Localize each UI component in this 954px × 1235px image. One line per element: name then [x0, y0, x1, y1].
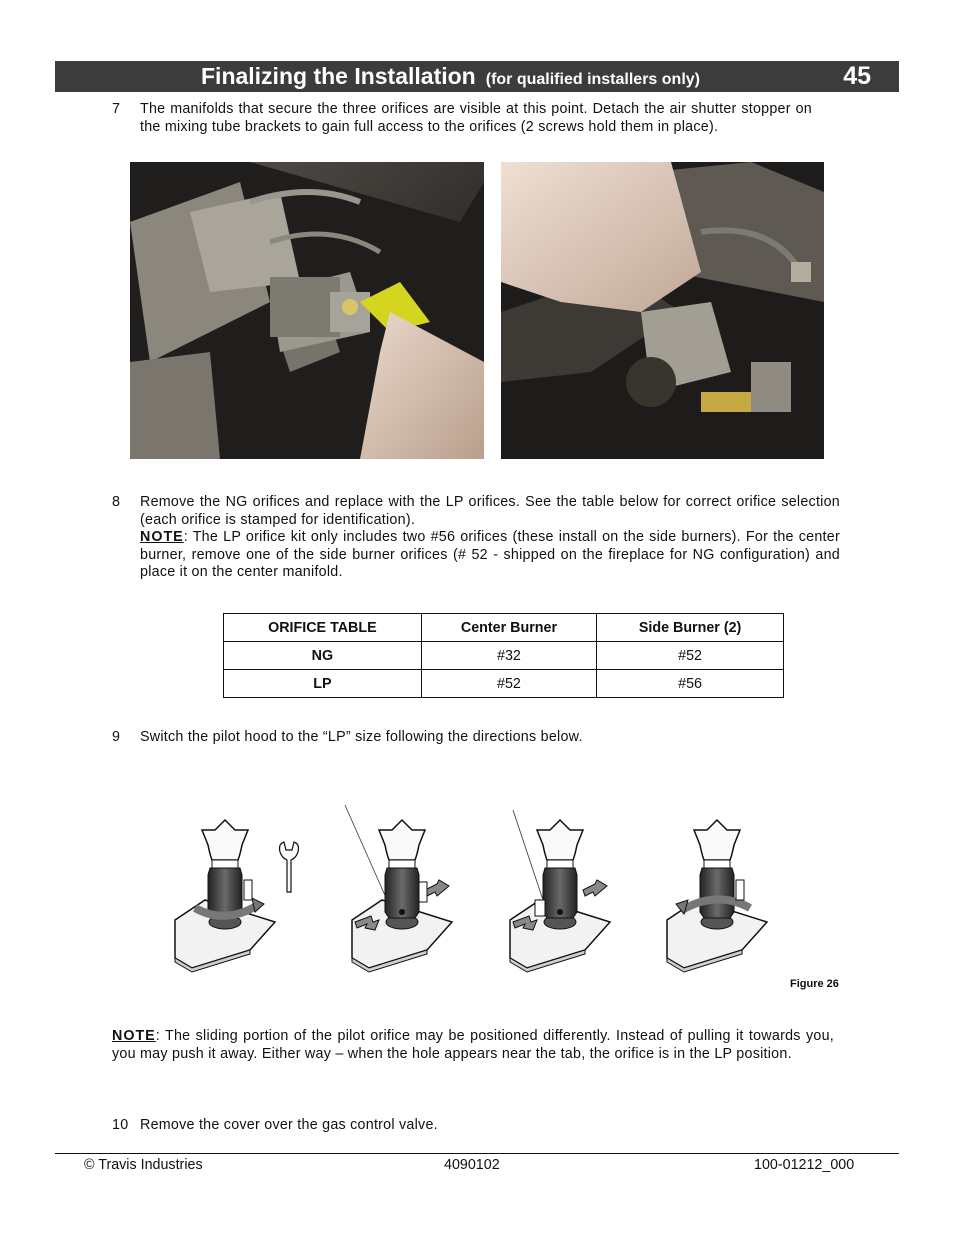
- table-header: ORIFICE TABLE: [224, 614, 422, 642]
- photo-hand-removing-bracket: [501, 162, 824, 459]
- diagram-step-slide: [345, 805, 452, 972]
- orifice-table: [223, 613, 784, 698]
- table-cell-side: #56: [597, 670, 784, 698]
- note-block: [112, 1028, 834, 1063]
- step-number: 8: [112, 494, 121, 510]
- note-paragraph: [112, 1028, 834, 1063]
- figure-caption: Figure 26: [790, 978, 839, 990]
- diagram-step-tighten: [667, 820, 767, 972]
- table-row: [224, 642, 784, 670]
- step-number: 10: [112, 1117, 129, 1133]
- footer-divider: [55, 1153, 899, 1154]
- wrench-icon: [280, 842, 299, 892]
- page-subtitle: (for qualified installers only): [485, 71, 700, 88]
- step-note: [140, 529, 840, 582]
- table-row: [224, 670, 784, 698]
- step-number: 7: [112, 101, 121, 117]
- diagram-step-hole-near-tab: [510, 810, 610, 972]
- note-label: NOTE: [112, 1028, 156, 1044]
- diagram-step-loosen: [175, 820, 275, 972]
- table-header-row: [224, 614, 784, 642]
- page-number: 45: [843, 62, 871, 90]
- step-text: Switch the pilot hood to the “LP” size following the directions below.: [140, 729, 583, 745]
- pilot-hood-diagram: [160, 800, 800, 975]
- table-cell-side: #52: [597, 642, 784, 670]
- step-text: The manifolds that secure the three orifices are visible at this point. Detach the air shutter stopper on the mixing tube brackets to gain full access to the orifices (2 screws hold them in place).: [140, 101, 812, 135]
- note-label: NOTE: [140, 529, 184, 545]
- step-text: Remove the cover over the gas control valve.: [140, 1117, 438, 1133]
- step-text-block: [140, 494, 840, 582]
- page-header: [55, 61, 899, 92]
- table-header: Side Burner (2): [597, 614, 784, 642]
- note-text: : The sliding portion of the pilot orifice may be positioned differently. Instead of pulling it towards you, you may push it away. Either way – when the hole appears near the tab, the orifice is in the LP position.: [112, 1028, 834, 1062]
- page-title: Finalizing the Installation (for qualified installers only): [201, 63, 700, 89]
- footer-doc-number: 4090102: [444, 1157, 500, 1173]
- step-text: Remove the NG orifices and replace with the LP orifices. See the table below for correct orifice selection (each orifice is stamped for identification).: [140, 494, 840, 528]
- footer-copyright: © Travis Industries: [84, 1157, 203, 1173]
- table-header: Center Burner: [421, 614, 596, 642]
- photo-screwdriver-removing-stopper: [130, 162, 484, 459]
- table-cell-gas: LP: [224, 670, 422, 698]
- table-cell-gas: NG: [224, 642, 422, 670]
- note-text: : The LP orifice kit only includes two #56 orifices (these install on the side burners). For the center burner, remove one of the side burner orifices (# 52 - shipped on the fireplace for NG configuration) and place it on the center manifold.: [140, 529, 840, 580]
- table-cell-center: #32: [421, 642, 596, 670]
- footer-part-number: 100-01212_000: [754, 1157, 855, 1173]
- step-number: 9: [112, 729, 121, 745]
- table-cell-center: #52: [421, 670, 596, 698]
